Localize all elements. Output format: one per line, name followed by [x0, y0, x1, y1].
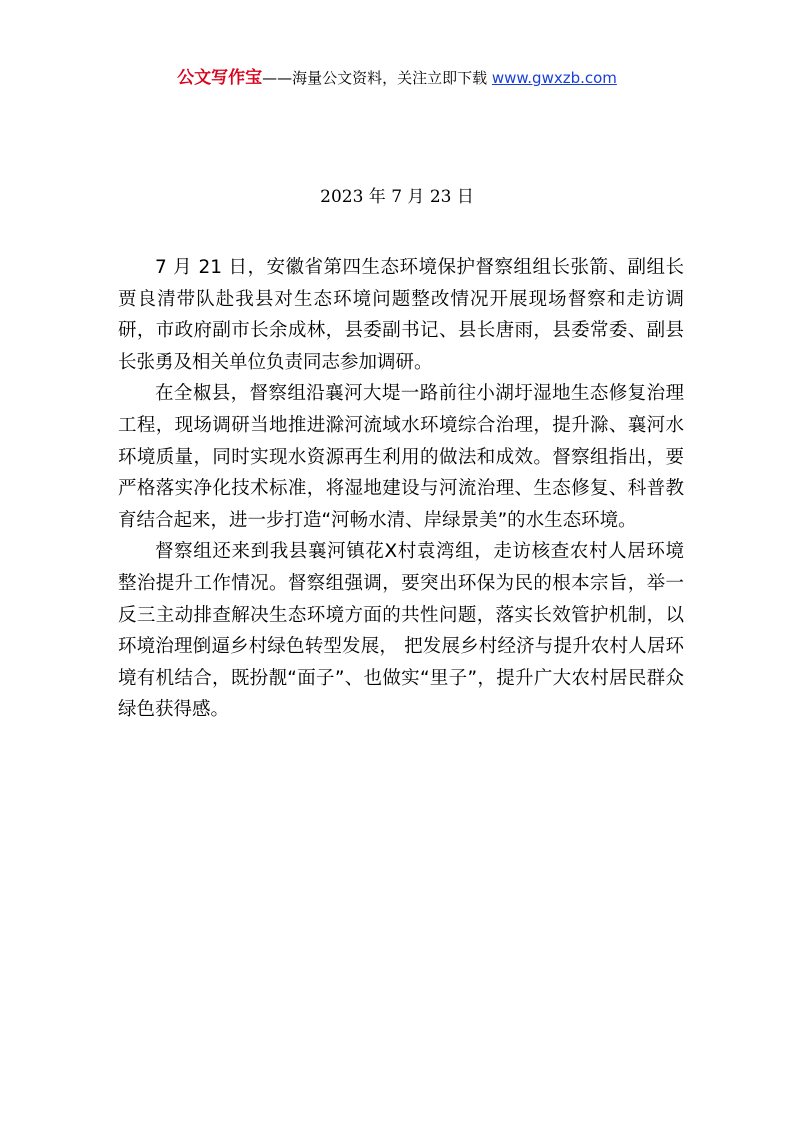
brand-name: 公文写作宝: [177, 68, 263, 88]
document-body: [118, 252, 684, 726]
paragraph-2: 在全椒县，督察组沿襄河大堤一路前往小湖圩湿地生态修复治理工程，现场调研当地推进滁河流域水环境综合治理，提升滁、襄河水环境质量，同时实现水资源再生利用的做法和成效。督察组指出，要严格落实净化技术标准，将湿地建设与河流治理、生态修复、科普教育结合起来，进一步打造“河畅水清、岸绿景美”的水生态环境。: [118, 383, 684, 531]
paragraph-1: 7 月 21 日，安徽省第四生态环境保护督察组组长张箭、副组长贾良清带队赴我县对生态环境问题整改情况开展现场督察和走访调研，市政府副市长余成林，县委副书记、县长唐雨，县委常委、副县长张勇及相关单位负责同志参加调研。: [118, 257, 684, 373]
document-date: 2023 年 7 月 23 日: [320, 187, 474, 207]
header-tagline: ——海量公文资料，关注立即下载: [262, 69, 492, 87]
page-header: [0, 63, 794, 93]
paragraph-3: 督察组还来到我县襄河镇花X村袁湾组，走访核查农村人居环境整治提升工作情况。督察组强调，要突出环保为民的根本宗旨，举一反三主动排查解决生态环境方面的共性问题，落实长效管护机制，以环境治理倒逼乡村绿色转型发展， 把发展乡村经济与提升农村人居环境有机结合，既扮靓“面子”、也做实“里子”，提升广大农村居民群众绿色获得感。: [118, 541, 684, 721]
website-link[interactable]: www.gwxzb.com: [491, 69, 617, 87]
